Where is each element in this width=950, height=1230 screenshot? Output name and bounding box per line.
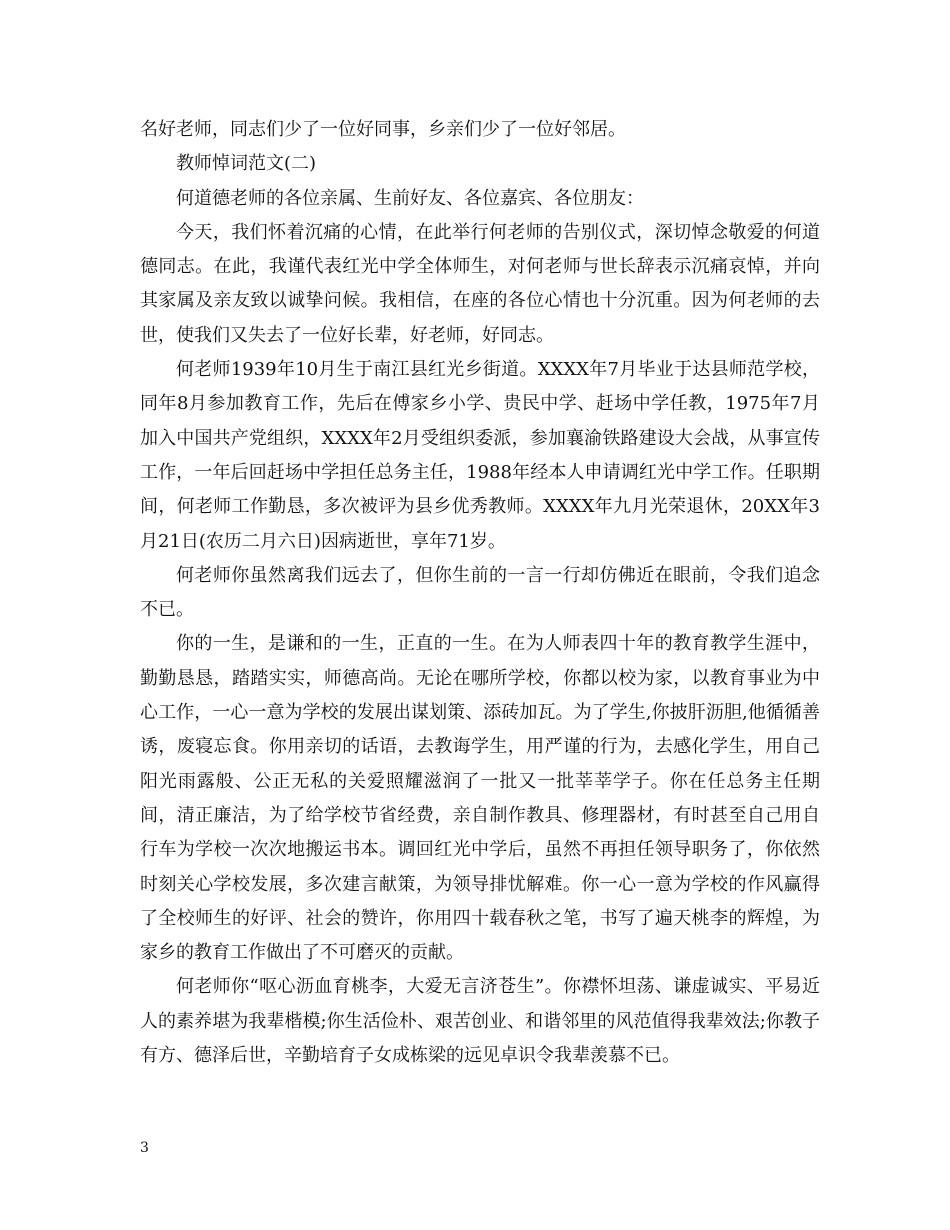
page-number: 3 — [140, 1140, 149, 1156]
paragraph: 何老师你虽然离我们远去了，但你生前的一言一行却仿佛近在眼前，令我们追念不已。 — [140, 564, 820, 621]
salutation: 何道德老师的各位亲属、生前好友、各位嘉宾、各位朋友： — [176, 187, 644, 209]
section-title: 教师悼词范文(二) — [176, 153, 317, 175]
paragraph-continuation: 名好老师，同志们少了一位好同事，乡亲们少了一位好邻居。 — [140, 119, 626, 140]
document-body — [140, 113, 820, 1073]
paragraph: 今天，我们怀着沉痛的心情，在此举行何老师的告别仪式，深切悼念敬爱的何道德同志。在此，我谨代表红光中学全体师生，对何老师与世长辞表示沉痛哀悼，并向其家属及亲友致以诚挚问候。我相信，在座的各位心情也十分沉重。因为何老师的去世，使我们又失去了一位好长辈，好老师，好同志。 — [140, 221, 820, 346]
paragraph: 何老师1939年10月生于南江县红光乡街道。XXXX年7月毕业于达县师范学校，同年8月参加教育工作，先后在傅家乡小学、贵民中学、赶场中学任教，1975年7月加入中国共产党组织，XXXX年2月受组织委派，参加襄渝铁路建设大会战，从事宣传工作，一年后回赶场中学担任总务主任，1988年经本人申请调红光中学工作。任职期间，何老师工作勤恳，多次被评为县乡优秀教师。XXXX年九月光荣退休，20XX年3月21日(农历二月六日)因病逝世，享年71岁。 — [140, 359, 820, 552]
paragraph: 何老师你“呕心沥血育桃李，大爱无言济苍生”。你襟怀坦荡、谦虚诚实、平易近人的素养堪为我辈楷模;你生活俭朴、艰苦创业、和谐邻里的风范值得我辈效法;你教子有方、德泽后世，辛勤培育子女成栋梁的远见卓识令我辈羡慕不已。 — [140, 976, 820, 1067]
paragraph: 你的一生，是谦和的一生，正直的一生。在为人师表四十年的教育教学生涯中，勤勤恳恳，踏踏实实，师德高尚。无论在哪所学校，你都以校为家，以教育事业为中心工作，一心一意为学校的发展出谋划策、添砖加瓦。为了学生,你披肝沥胆,他循循善诱，废寝忘食。你用亲切的话语，去教诲学生，用严谨的行为，去感化学生，用自己阳光雨露般、公正无私的关爱照耀滋润了一批又一批莘莘学子。你在任总务主任期间，清正廉洁，为了给学校节省经费，亲自制作教具、修理器材，有时甚至自己用自行车为学校一次次地搬运书本。调回红光中学后，虽然不再担任领导职务了，你依然时刻关心学校发展，多次建言献策，为领导排忧解难。你一心一意为学校的作风赢得了全校师生的好评、社会的赞许，你用四十载春秋之笔，书写了遍天桃李的辉煌，为家乡的教育工作做出了不可磨灭的贡献。 — [140, 633, 820, 964]
